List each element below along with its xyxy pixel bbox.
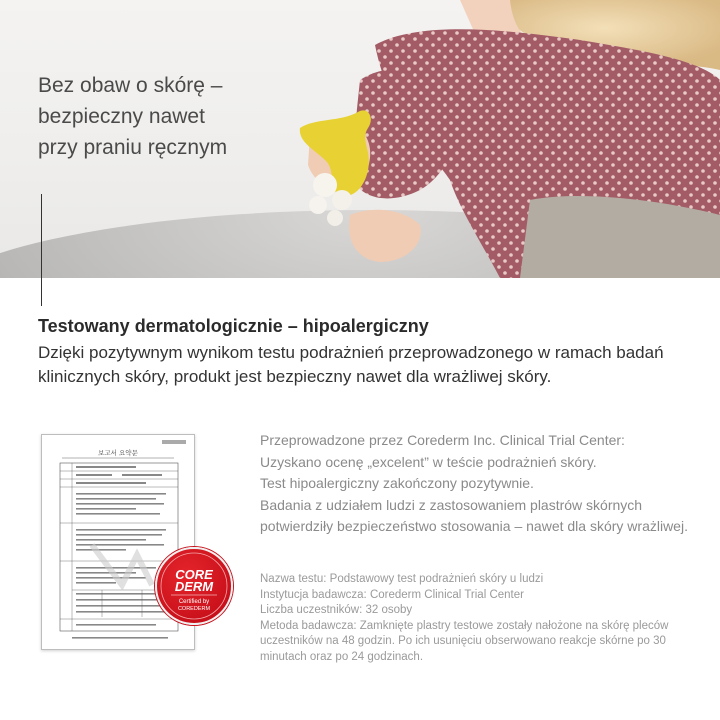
summary-line: Badania z udziałem ludzi z zastosowaniem plastrów skórnych potwierdziły bezpieczeństwo stosowania – nawet dla skóry wrażliwej. xyxy=(260,496,688,534)
hero-title-line: przy praniu ręcznym xyxy=(38,136,228,159)
hero-title xyxy=(38,70,227,163)
seal-caption: COREDERM xyxy=(177,606,211,612)
summary-line: Uzyskano ocenę „excelent” w teście podrażnień skóry. xyxy=(260,453,597,470)
detail-line: Liczba uczestników: 32 osoby xyxy=(260,604,413,617)
certificate-doc-title: 보고서 요약문 xyxy=(98,449,138,457)
corederm-seal xyxy=(155,547,233,625)
child-washing-photo xyxy=(280,0,720,278)
test-heading: Testowany dermatologicznie – hipoalergiczny xyxy=(38,316,429,336)
summary-line: Przeprowadzone przez Corederm Inc. Clinical Trial Center: xyxy=(260,432,625,448)
test-description: Dzięki pozytywnym wynikom testu podrażnień przeprowadzonego w ramach badań klinicznych skóry, produkt jest bezpieczny nawet dla wrażliwej skóry. xyxy=(38,343,664,386)
hero-title-line: bezpieczny nawet xyxy=(38,105,205,128)
seal-brand-bottom: DERM xyxy=(174,579,214,594)
seal-caption: Certified by xyxy=(178,599,210,605)
summary-line: Test hipoalergiczny zakończony pozytywnie. xyxy=(260,475,534,491)
detail-line: Metoda badawcza: Zamknięte plastry testowe zostały nałożone na skórę pleców uczestników na 48 godzin. Po ich usunięciu obserwowano reakcje skórne po 30 minutach oraz po 24 godzinach. xyxy=(260,619,669,663)
seal-brand-top: CORE xyxy=(175,567,213,582)
vertical-divider xyxy=(41,194,42,306)
test-details xyxy=(260,572,705,666)
detail-line: Nazwa testu: Podstawowy test podrażnień skóry u ludzi xyxy=(260,573,544,585)
hero-title-line: Bez obaw o skórę – xyxy=(38,74,223,97)
test-summary xyxy=(260,430,700,538)
corederm-logo xyxy=(157,549,231,623)
hero-banner xyxy=(0,0,720,278)
detail-line: Instytucja badawcza: Corederm Clinical Trial Center xyxy=(260,588,524,601)
